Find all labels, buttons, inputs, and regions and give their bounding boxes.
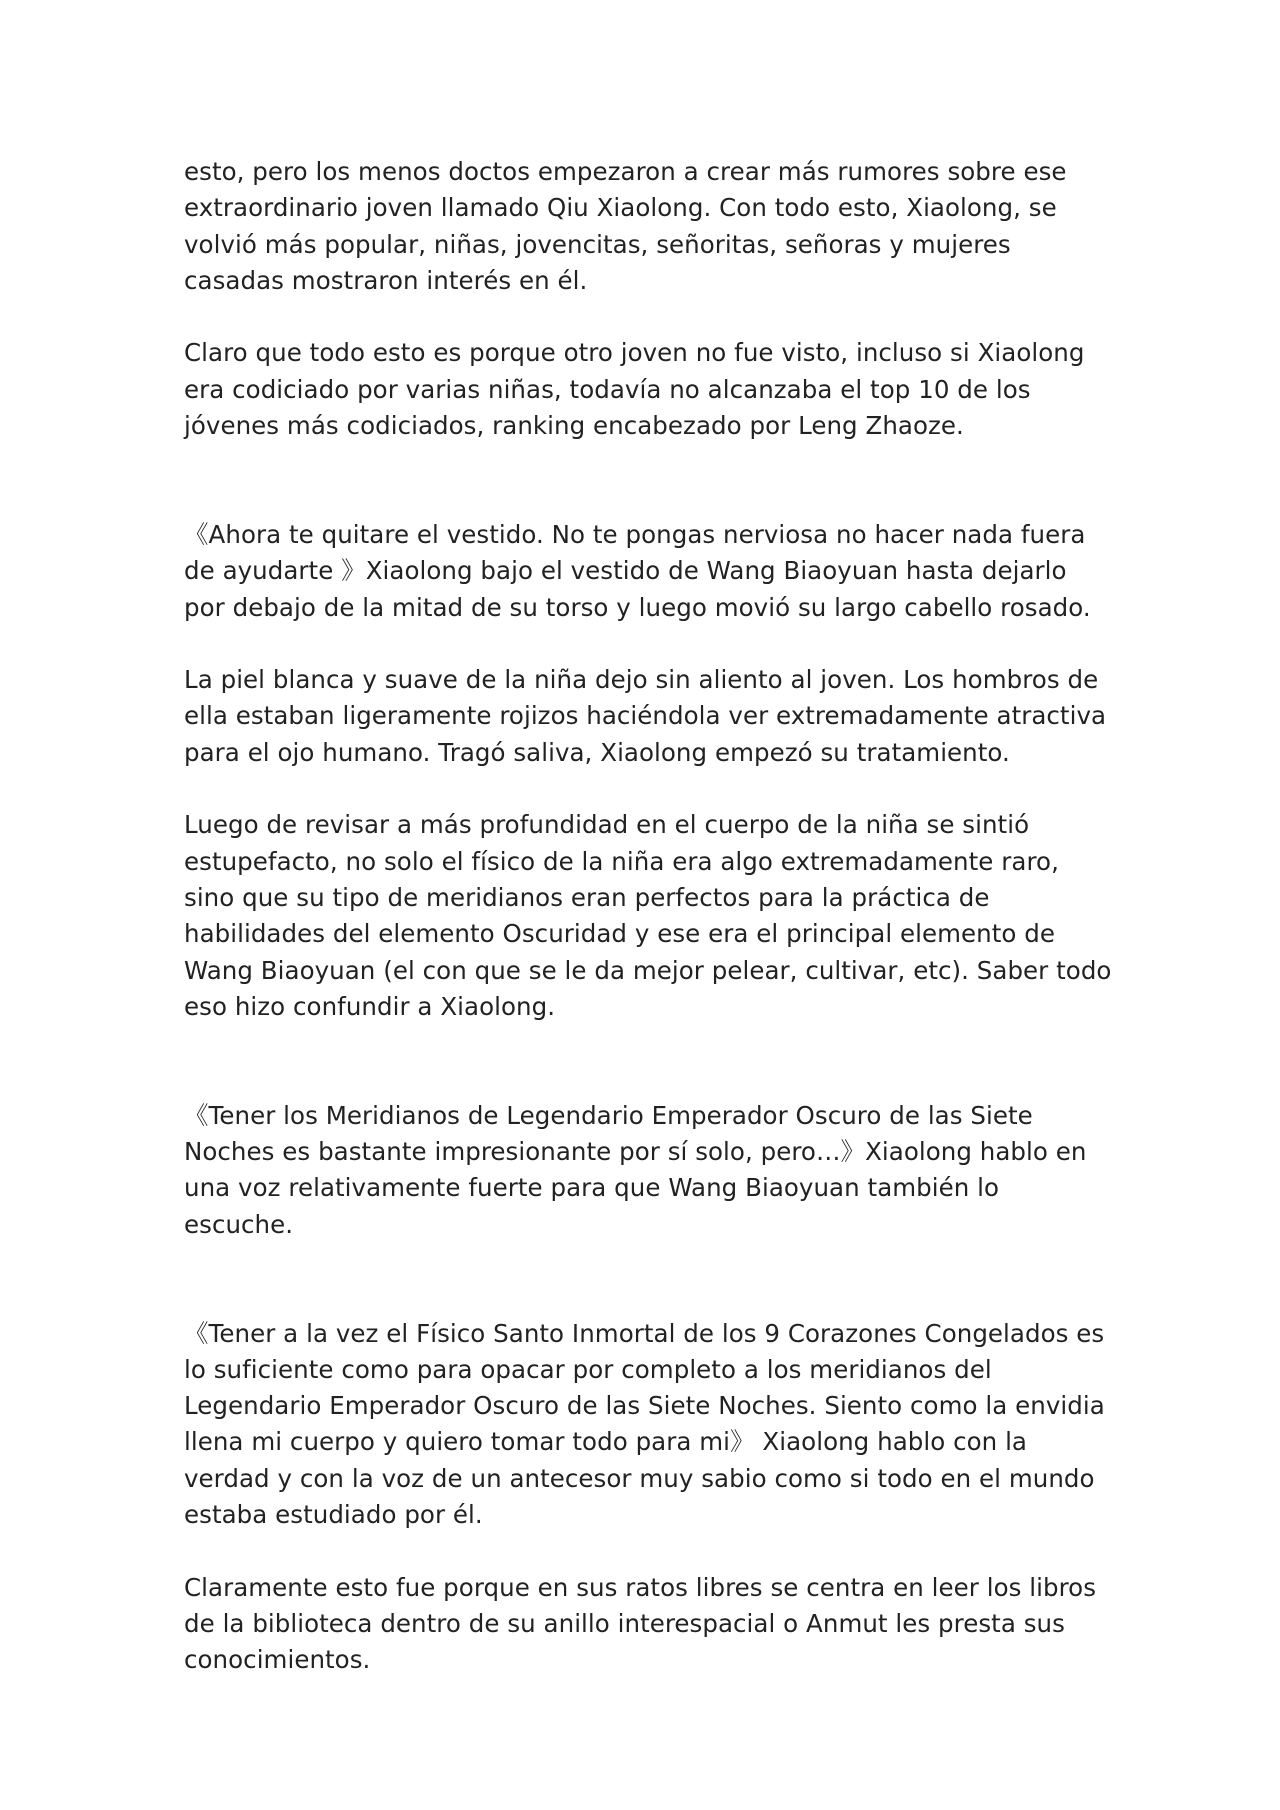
paragraph-spacer [184, 1025, 1114, 1098]
document-body [184, 154, 1114, 1678]
paragraph-spacer [184, 771, 1114, 807]
paragraph-3-dialogue: 《Ahora te quitare el vestido. No te pongas nerviosa no hacer nada fuera de ayudarte 》Xiaolong bajo el vestido de Wang Biaoyuan hasta dejarlo por debajo de la mitad de su torso y luego movió su largo cabello rosado. [184, 519, 1091, 622]
paragraph-8: Claramente esto fue porque en sus ratos libres se centra en leer los libros de la biblioteca dentro de su anillo interespacial o Anmut les presta sus conocimientos. [184, 1572, 1097, 1675]
paragraph-spacer [184, 299, 1114, 335]
paragraph-6-dialogue: 《Tener los Meridianos de Legendario Emperador Oscuro de las Siete Noches es bastante impresionante por sí solo, pero…》Xiaolong hablo en una voz relativamente fuerte para que Wang Biaoyuan también lo escuche. [184, 1100, 1087, 1239]
paragraph-spacer [184, 1243, 1114, 1316]
paragraph-4: La piel blanca y suave de la niña dejo sin aliento al joven. Los hombros de ella estaban ligeramente rojizos haciéndola ver extremadamente atractiva para el ojo humano. Tragó saliva, Xiaolong empezó su tratamiento. [184, 665, 1107, 767]
paragraph-2: Claro que todo esto es porque otro joven no fue visto, incluso si Xiaolong era codiciado por varias niñas, todavía no alcanzaba el top 10 de los jóvenes más codiciados, ranking encabezado por Leng Zhaoze. [184, 338, 1085, 441]
paragraph-spacer [184, 444, 1114, 517]
paragraph-1: esto, pero los menos doctos empezaron a crear más rumores sobre ese extraordinario joven llamado Qiu Xiaolong. Con todo esto, Xiaolong, se volvió más popular, niñas, jovencitas, señoritas, señoras y mujeres casadas mostraron interés en él. [184, 157, 1067, 295]
paragraph-5: Luego de revisar a más profundidad en el cuerpo de la niña se sintió estupefacto, no solo el físico de la niña era algo extremadamente raro, sino que su tipo de meridianos eran perfectos para la práctica de habilidades del elemento Oscuridad y ese era el principal elemento de Wang Biaoyuan (el con que se le da mejor pelear, cultivar, etc). Saber todo eso hizo confundir a Xiaolong. [184, 810, 1112, 1021]
paragraph-spacer [184, 1533, 1114, 1569]
paragraph-7-dialogue: 《Tener a la vez el Físico Santo Inmortal de los 9 Corazones Congelados es lo suficiente como para opacar por completo a los meridianos del Legendario Emperador Oscuro de las Siete Noches. Siento como la envidia llena mi cuerpo y quiero tomar todo para mi》 Xiaolong hablo con la verdad y con la voz de un antecesor muy sabio como si todo en el mundo estaba estudiado por él. [184, 1318, 1105, 1529]
paragraph-spacer [184, 626, 1114, 662]
